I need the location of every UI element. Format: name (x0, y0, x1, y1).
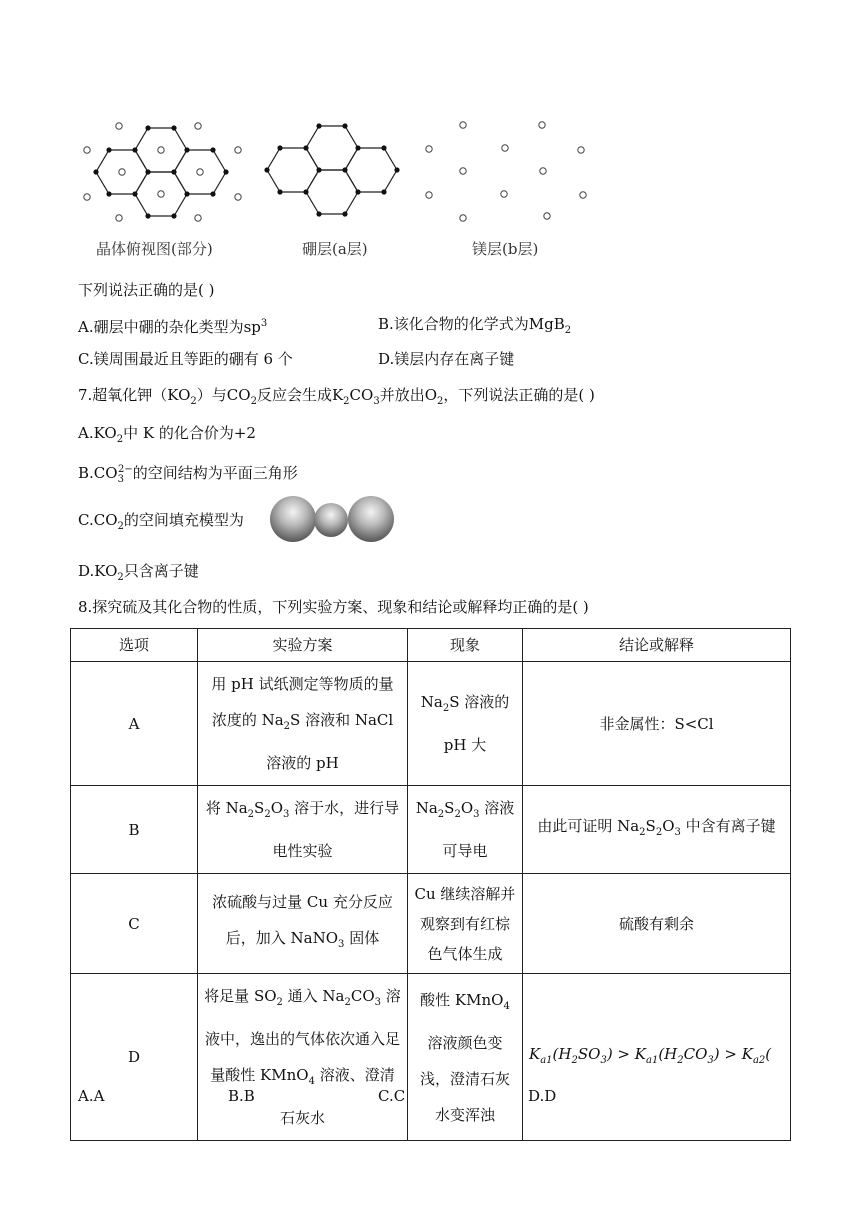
row-a-phen-part: S 溶液的 pH 大 (443, 693, 510, 754)
sub: 3 (674, 827, 681, 838)
answer-option-b: B.B (228, 1087, 255, 1105)
q7-sub: 3 (373, 396, 380, 407)
q7-sub: 2 (250, 396, 257, 407)
row-b-phen-part: Na (415, 799, 438, 817)
q6-option-b-text: B.该化合物的化学式为MgB (378, 315, 565, 333)
q7-option-d-part: 只含离子键 (123, 562, 199, 580)
row-d-plan-part: 溶液、澄清石灰水 (279, 1066, 395, 1127)
sub: 2 (344, 997, 351, 1008)
q7-sub: 2 (343, 396, 350, 407)
row-c-conclusion: 硫酸有剩余 (523, 874, 791, 974)
row-c-phenomenon: Cu 继续溶解并观察到有红棕色气体生成 (408, 874, 523, 974)
answer-option-c: C.C (378, 1087, 406, 1105)
sub: 3 (338, 939, 345, 950)
crystal-figure (60, 110, 620, 230)
table-row (71, 874, 791, 974)
q7-sub: 2 (437, 396, 444, 407)
table-header-row (71, 629, 791, 662)
caption-boron-layer: 硼层(a层) (302, 240, 368, 258)
row-b-phen-part: S (444, 799, 455, 817)
q6-option-b (378, 314, 571, 341)
q7-option-a-part: 中 K 的化合价为+2 (123, 424, 256, 442)
row-b-plan-part: O (270, 799, 284, 817)
caption-crystal-top-view: 晶体俯视图(部分) (96, 240, 213, 258)
table-row (71, 974, 791, 1141)
row-a-conclusion: 非金属性：S<Cl (523, 662, 791, 786)
sub: 3 (374, 997, 382, 1008)
row-b-phen-part: O (460, 799, 474, 817)
boron-layer-diagram (267, 126, 397, 214)
row-b-plan-part: S (254, 799, 265, 817)
q7-option-d-part: D.KO (78, 562, 118, 580)
sub: 2 (437, 809, 445, 820)
row-a-plan (198, 662, 408, 786)
row-d-plan-part: 溶液中，逸出的气体依次通入足量酸性 KMnO (204, 987, 401, 1084)
sub: 2 (276, 997, 283, 1008)
row-a-phen-part: Na (420, 693, 443, 711)
row-b-plan (198, 786, 408, 874)
q7-stem-part: ）与CO (196, 386, 251, 404)
row-a-plan-part: S 溶液和 NaCl 溶液的 pH (266, 711, 394, 772)
q7-option-d (78, 561, 199, 588)
row-d-plan-part: 通入 Na (282, 987, 345, 1005)
sub: 4 (503, 1000, 510, 1012)
q8-stem: 8.探究硫及其化合物的性质，下列实验方案、现象和结论或解释均正确的是( ) (78, 598, 589, 616)
sub: 2 (442, 703, 450, 714)
row-b-phen-part: 溶液可导电 (442, 799, 515, 860)
sub: 2 (454, 809, 461, 820)
row-b-conclusion (523, 786, 791, 874)
header-plan: 实验方案 (198, 629, 408, 662)
sub: 4 (308, 1076, 315, 1087)
row-a-phenomenon (408, 662, 523, 786)
q7-sub: 2 (117, 521, 124, 532)
row-d-conclusion-formula: $K_{a1}(H_2SO_3) > K_{a1}(H_2CO_3) > K_{a2}$( (529, 1044, 772, 1066)
row-d-label: D (71, 974, 198, 1141)
row-b-concl-part: 由此可证明 Na (537, 817, 640, 835)
crystal-top-view-diagram (96, 128, 226, 216)
q7-sub: 3 (117, 474, 124, 485)
row-d-phen-part: 酸性 KMnO (420, 990, 504, 1009)
q7-option-b-part: 的空间结构为平面三角形 (132, 464, 298, 482)
q6-option-a (78, 314, 267, 337)
table-row (71, 662, 791, 786)
row-d-plan-part: 将足量 SO (204, 987, 277, 1005)
sub: 3 (473, 809, 480, 820)
q7-option-c-part: 的空间填充模型为 (123, 511, 244, 529)
oxygen-sphere-right (348, 496, 394, 542)
row-b-phenomenon (408, 786, 523, 874)
answer-option-a: A.A (78, 1087, 105, 1105)
q6-option-b-sub: 2 (564, 325, 572, 336)
header-option: 选项 (71, 629, 198, 662)
oxygen-sphere-left (270, 496, 316, 542)
q6-stem: 下列说法正确的是( ) (78, 281, 215, 299)
q6-option-d: D.镁层内存在离子键 (378, 350, 515, 368)
row-b-plan-part: 将 Na (205, 799, 248, 817)
header-phenomenon: 现象 (408, 629, 523, 662)
row-d-phenomenon (408, 974, 523, 1141)
q7-option-a (78, 423, 256, 450)
q7-sub: 2 (117, 572, 124, 583)
q7-stem-part: 7.超氧化钾（KO (78, 386, 191, 404)
sub: 2 (264, 809, 271, 820)
sub: 2 (639, 827, 646, 838)
row-d-conclusion (523, 974, 791, 1141)
row-d-phen-part: 溶液颜色变浅，澄清石灰水变浑浊 (419, 1033, 510, 1124)
answer-option-d: D.D (528, 1087, 557, 1105)
q7-stem (78, 385, 595, 412)
q7-option-b-part: B.CO (78, 464, 118, 482)
table-row (71, 786, 791, 874)
sub: 2 (283, 721, 291, 732)
row-d-plan-part: CO (350, 987, 375, 1005)
q7-option-b (78, 460, 298, 490)
caption-magnesium-layer: 镁层(b层) (472, 240, 539, 258)
co2-space-filling-model-image (270, 495, 398, 543)
row-c-plan-part: 浓硫酸与过量 Cu 充分反应后，加入 NaNO (212, 893, 393, 947)
row-b-label: B (71, 786, 198, 874)
q8-table (70, 628, 791, 1141)
row-c-plan-part: 固体 (344, 929, 380, 947)
magnesium-layer-diagram (426, 122, 586, 221)
q7-option-c-part: C.CO (78, 511, 118, 529)
sub: 2 (655, 827, 663, 838)
row-a-label: A (71, 662, 198, 786)
row-c-plan (198, 874, 408, 974)
q7-option-b-sup: 2− (117, 464, 133, 475)
q7-option-c (78, 510, 244, 537)
row-d-plan (198, 974, 408, 1141)
q7-option-a-part: A.KO (78, 424, 117, 442)
q6-option-a-sup: 3 (260, 318, 268, 329)
q7-stem-part: 反应会生成K (256, 386, 344, 404)
row-b-concl-part: 中含有离子键 (680, 817, 776, 835)
q6-option-a-text: A.硼层中硼的杂化类型为sp (78, 318, 261, 336)
row-b-concl-part: O (662, 817, 675, 835)
q7-stem-part: 并放出O (379, 386, 438, 404)
row-c-label: C (71, 874, 198, 974)
row-b-concl-part: S (645, 817, 656, 835)
carbon-sphere (314, 503, 348, 537)
row-a-plan-part: 用 pH 试纸测定等物质的量浓度的 Na (211, 675, 394, 729)
sub: 3 (283, 809, 290, 820)
q7-sub: 2 (190, 396, 197, 407)
q7-stem-part: CO (349, 386, 374, 404)
q7-stem-part: ，下列说法正确的是( ) (443, 386, 595, 404)
sub: 2 (247, 809, 255, 820)
header-conclusion: 结论或解释 (523, 629, 791, 662)
row-b-plan-part: 溶于水，进行导电性实验 (272, 799, 400, 860)
q6-option-c: C.镁周围最近且等距的硼有 6 个 (78, 350, 293, 368)
q7-sub: 2 (116, 434, 124, 445)
